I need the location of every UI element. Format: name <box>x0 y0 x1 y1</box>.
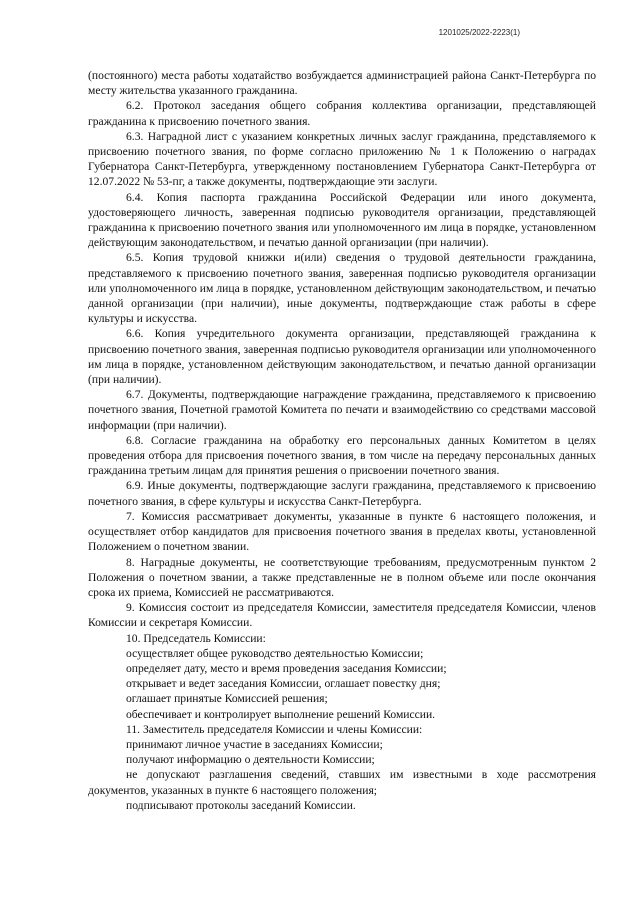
paragraph-6-7: 6.7. Документы, подтверждающие награждение гражданина, представляемого к присвоению почетного звания, Почетной грамотой Комитета по печати и взаимодействию со средствами массовой информации (при наличии). <box>88 388 596 432</box>
paragraph-9: 9. Комиссия состоит из председателя Комиссии, заместителя председателя Комиссии, членов Комиссии и секретаря Комиссии. <box>88 601 596 630</box>
paragraph-7: 7. Комиссия рассматривает документы, указанные в пункте 6 настоящего положения, и осуществляет отбор кандидатов для присвоения почетного звания в пределах квоты, установленной Положением о почетном звании. <box>88 509 596 554</box>
paragraph-11: 11. Заместитель председателя Комиссии и члены Комиссии: <box>126 722 423 736</box>
list-item: оглашает принятые Комиссией решения; <box>126 692 328 706</box>
document-id: 1201025/2022-2223(1) <box>438 28 520 37</box>
list-item: обеспечивает и контролирует выполнение решений Комиссии. <box>126 707 436 721</box>
paragraph-6-6: 6.6. Копия учредительного документа организации, представляющей гражданина к присвоению почетного звания, заверенная подписью руководителя организации или уполномоченного им лица в порядке, установленном действующим законодательством, и печатью данной организации (при наличии). <box>88 327 596 387</box>
list-item: получают информацию о деятельности Комиссии; <box>126 753 375 767</box>
paragraph-6-2: 6.2. Протокол заседания общего собрания коллектива организации, представляющей гражданина к присвоению почетного звания. <box>88 99 596 128</box>
paragraph-10: 10. Председатель Комиссии: <box>126 631 266 645</box>
list-item: определяет дату, место и время проведения заседания Комиссии; <box>126 661 447 675</box>
paragraph-6-8: 6.8. Согласие гражданина на обработку его персональных данных Комитетом в целях проведения отбора для присвоения почетного звания, в том числе на передачу персональных данных гражданина третьим лицам для принятия решения о присвоении почетного звания. <box>88 433 596 478</box>
paragraph-6-4: 6.4. Копия паспорта гражданина Российской Федерации или иного документа, удостоверяющего личность, заверенная подписью руководителя организации, представляющей гражданина к присвоению почетного звания или уполномоченного им лица в порядке, установленном действующим законодательством, и печатью данной организации (при наличии). <box>88 190 596 250</box>
paragraph-6-5: 6.5. Копия трудовой книжки и(или) сведения о трудовой деятельности гражданина, представляемого к присвоению почетного звания, заверенная подписью руководителя организации или уполномоченного им лица в порядке, установленном действующим законодательством, и печатью данной организации (при наличии), иные документы, подтверждающие стаж работы в сфере культуры и искусства. <box>88 251 596 326</box>
list-item: не допускают разглашения сведений, ставших им известными в ходе рассмотрения документов, указанных в пункте 6 настоящего положения; <box>88 768 596 797</box>
list-item: подписывают протоколы заседаний Комиссии. <box>126 798 356 812</box>
list-item: принимают личное участие в заседаниях Комиссии; <box>126 737 383 751</box>
list-item: осуществляет общее руководство деятельностью Комиссии; <box>126 646 424 660</box>
paragraph-8: 8. Наградные документы, не соответствующие требованиям, предусмотренным пунктом 2 Положения о почетном звании, а также представленные не в полном объеме или после окончания срока их приема, Комиссией не рассматриваются. <box>88 555 596 599</box>
document-body <box>88 68 596 813</box>
list-item: открывает и ведет заседания Комиссии, оглашает повестку дня; <box>126 677 441 691</box>
paragraph-continuation: (постоянного) места работы ходатайство возбуждается администрацией района Санкт-Петербурга по месту жительства указанного гражданина. <box>88 69 596 98</box>
paragraph-6-3: 6.3. Наградной лист с указанием конкретных личных заслуг гражданина, представляемого к присвоению почетного звания, по форме согласно приложению № 1 к Положению о наградах Губернатора Санкт-Петербурга, утвержденному постановлением Губернатора Санкт-Петербурга от 12.07.2022 № 53-пг, а также документы, подтверждающие эти заслуги. <box>88 129 596 189</box>
paragraph-6-9: 6.9. Иные документы, подтверждающие заслуги гражданина, представляемого к присвоению почетного звания, в сфере культуры и искусства Санкт-Петербурга. <box>88 479 596 508</box>
